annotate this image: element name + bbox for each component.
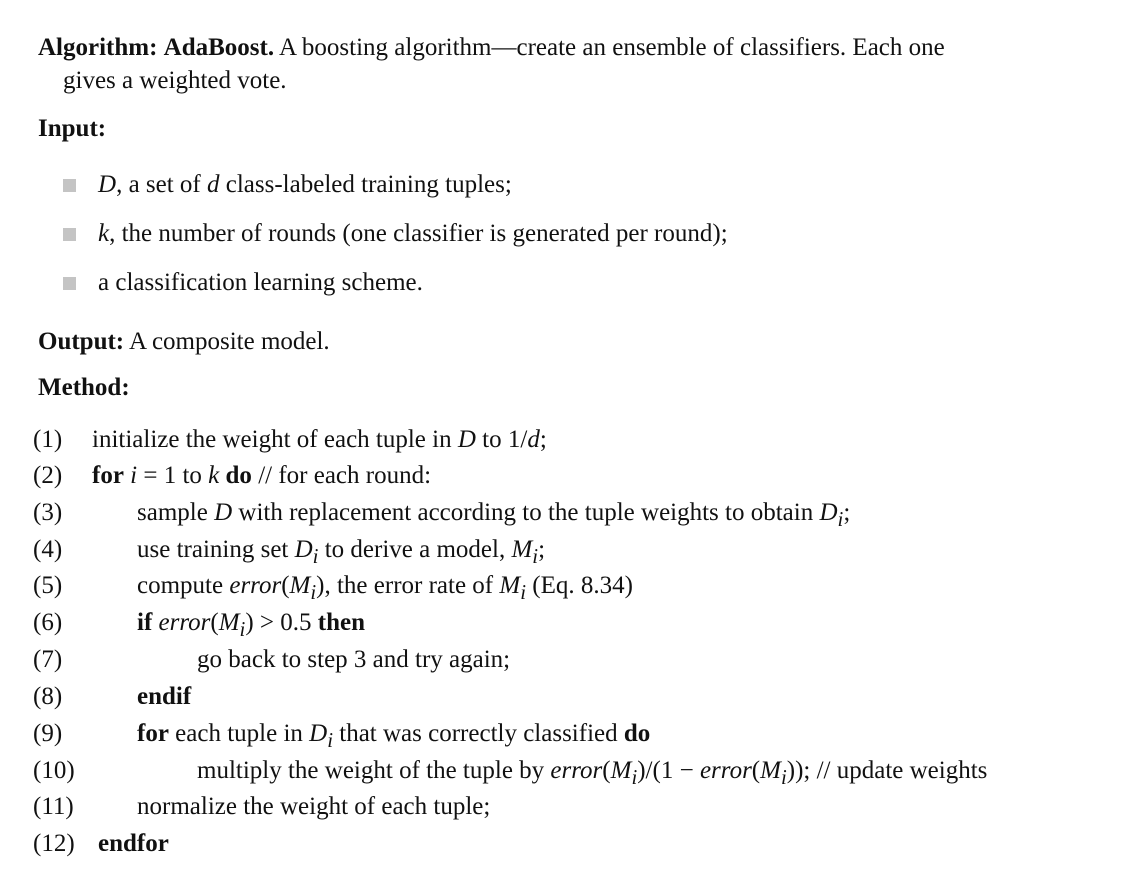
input-item-2: k, the number of rounds (one classifier is generated per round); <box>98 220 728 247</box>
step-5-text: compute $error(M_i)$, the error rate of $M_i$ (Eq. 8.34) <box>137 572 633 604</box>
output-label: Output: <box>38 328 125 355</box>
algorithm-description-line2: gives a weighted vote. <box>63 67 287 94</box>
output-line <box>38 327 330 357</box>
step-11-text: normalize the weight of each tuple; <box>137 793 491 820</box>
step-3-text: sample D with replacement according to the tuple weights to obtain $D_i$; <box>137 499 851 531</box>
algorithm-title-line <box>38 33 945 63</box>
input-label: Input: <box>38 115 107 142</box>
method-label: Method: <box>38 374 130 401</box>
step-4-text: use training set $D_i$ to derive a model, $M_i$; <box>137 536 546 568</box>
step-number: (2) <box>33 462 63 489</box>
input-item-1: D, a set of d class-labeled training tuples; <box>98 171 512 198</box>
step-6-text: if $error(M_i) > 0.5$ then <box>137 609 366 641</box>
step-8-text: endif <box>137 683 192 710</box>
step-number: (5) <box>33 572 63 599</box>
bullet-icon <box>63 277 76 290</box>
output-text: A composite model. <box>129 328 330 355</box>
step-12-text: endfor <box>98 830 169 857</box>
step-number: (7) <box>33 646 63 673</box>
step-number: (6) <box>33 609 63 636</box>
step-number: (9) <box>33 720 63 747</box>
algorithm-name: AdaBoost. <box>163 34 275 61</box>
input-item-3: a classification learning scheme. <box>98 269 423 296</box>
step-number: (11) <box>33 793 74 820</box>
step-9-text: for each tuple in $D_i$ that was correctly classified do <box>137 720 651 752</box>
step-1-text: initialize the weight of each tuple in D to 1/d; <box>92 426 547 453</box>
step-number: (10) <box>33 757 75 784</box>
step-number: (1) <box>33 426 63 453</box>
bullet-icon <box>63 228 76 241</box>
step-number: (8) <box>33 683 63 710</box>
algorithm-label: Algorithm: <box>38 34 158 61</box>
step-2-text: for i = 1 to k do // for each round: <box>92 462 432 489</box>
step-number: (12) <box>33 830 75 857</box>
step-number: (3) <box>33 499 63 526</box>
step-number: (4) <box>33 536 63 563</box>
step-10-text: multiply the weight of the tuple by $error(M_i)/(1$ − $error(M_i)$); // update weights <box>197 757 988 789</box>
step-7-text: go back to step 3 and try again; <box>197 646 511 673</box>
algorithm-description-line1: A boosting algorithm—create an ensemble of classifiers. Each one <box>278 34 945 61</box>
bullet-icon <box>63 179 76 192</box>
